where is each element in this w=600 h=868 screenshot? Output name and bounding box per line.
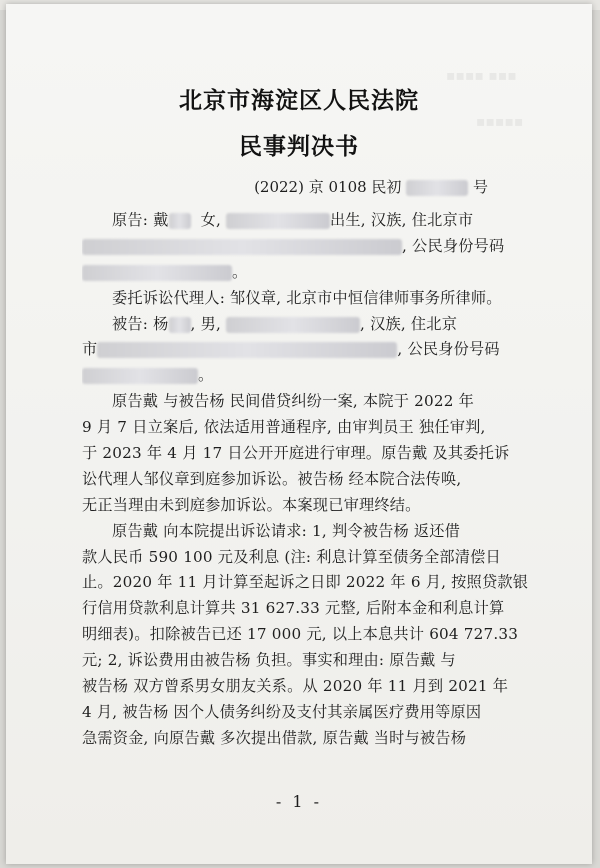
claims-line: 急需资金, 向原告戴 多次提出借款, 原告戴 当时与被告杨 xyxy=(82,728,467,747)
judgment-page xyxy=(6,4,592,864)
claims-line: 款人民币 590 100 元及利息 (注: 利息计算至债务全部清偿日 xyxy=(82,547,501,566)
plaintiff-line-2: , 公民身份号码 xyxy=(82,234,530,260)
claims-line: 元; 2, 诉讼费用由被告杨 负担。事实和理由: 原告戴 与 xyxy=(82,651,456,670)
defendant-line-1: 被告: 杨 , 男, , 汉族, 住北京 xyxy=(112,314,458,333)
redacted-block xyxy=(406,180,468,196)
plaintiff-line-1: 原告: 戴 女, 出生, 汉族, 住北京市 xyxy=(112,211,474,229)
case-intro-line: 无正当理由未到庭参加诉讼。本案现已审理终结。 xyxy=(82,495,421,514)
case-intro-line: 原告戴 与被告杨 民间借贷纠纷一案, 本院于 2022 年 xyxy=(112,392,474,411)
bleed-through-text: ▪▪▪▪ ▪▪▪ xyxy=(446,68,517,84)
redacted-block xyxy=(226,317,360,333)
claims-line: 4 月, 被告杨 因个人债务纠纷及支付其亲属医疗费用等原因 xyxy=(82,702,482,721)
bleed-through-text: ▪▪▪▪▪ xyxy=(476,114,524,130)
redacted-block xyxy=(97,342,397,358)
defendant-line-3: 。 xyxy=(82,363,530,389)
case-intro-line: 于 2023 年 4 月 17 日公开开庭进行审理。原告戴 及其委托诉 xyxy=(82,444,510,463)
case-number xyxy=(254,176,488,197)
case-number-prefix: (2022) 京 0108 民初 xyxy=(254,178,402,196)
defendant-line-2: 市 , 公民身份号码 xyxy=(82,340,500,359)
document-title: 民事判决书 xyxy=(239,134,359,160)
claims-line: 行信用贷款利息计算共 31 627.33 元整, 后附本金和利息计算 xyxy=(82,599,505,618)
redacted-block xyxy=(82,265,232,281)
claims-line: 原告戴 向本院提出诉讼请求: 1, 判令被告杨 返还借 xyxy=(112,521,461,540)
redacted-block xyxy=(82,239,402,255)
case-intro-line: 讼代理人邹仪章到庭参加诉讼。被告杨 经本院合法传唤, xyxy=(82,469,462,488)
claims-line: 被告杨 双方曾系男女朋友关系。从 2020 年 11 月到 2021 年 xyxy=(82,677,509,696)
judgment-body xyxy=(82,208,530,752)
page-number: - 1 - xyxy=(275,792,323,811)
agent-line: 委托诉讼代理人: 邹仪章, 北京市中恒信律师事务所律师。 xyxy=(112,288,502,307)
plaintiff-line-3: 。 xyxy=(82,260,530,286)
case-intro-line: 9 月 7 日立案后, 依法适用普通程序, 由审判员王 独任审判, xyxy=(82,418,486,437)
case-number-suffix: 号 xyxy=(472,178,488,196)
court-name: 北京市海淀区人民法院 xyxy=(179,88,419,114)
redacted-block xyxy=(169,317,191,333)
claims-line: 止。2020 年 11 月计算至起诉之日即 2022 年 6 月, 按照贷款银 xyxy=(82,573,529,592)
claims-line: 明细表)。扣除被告已还 17 000 元, 以上本息共计 604 727.33 xyxy=(82,625,519,644)
redacted-block xyxy=(169,213,191,229)
redacted-block xyxy=(82,368,198,384)
redacted-block xyxy=(226,213,330,229)
